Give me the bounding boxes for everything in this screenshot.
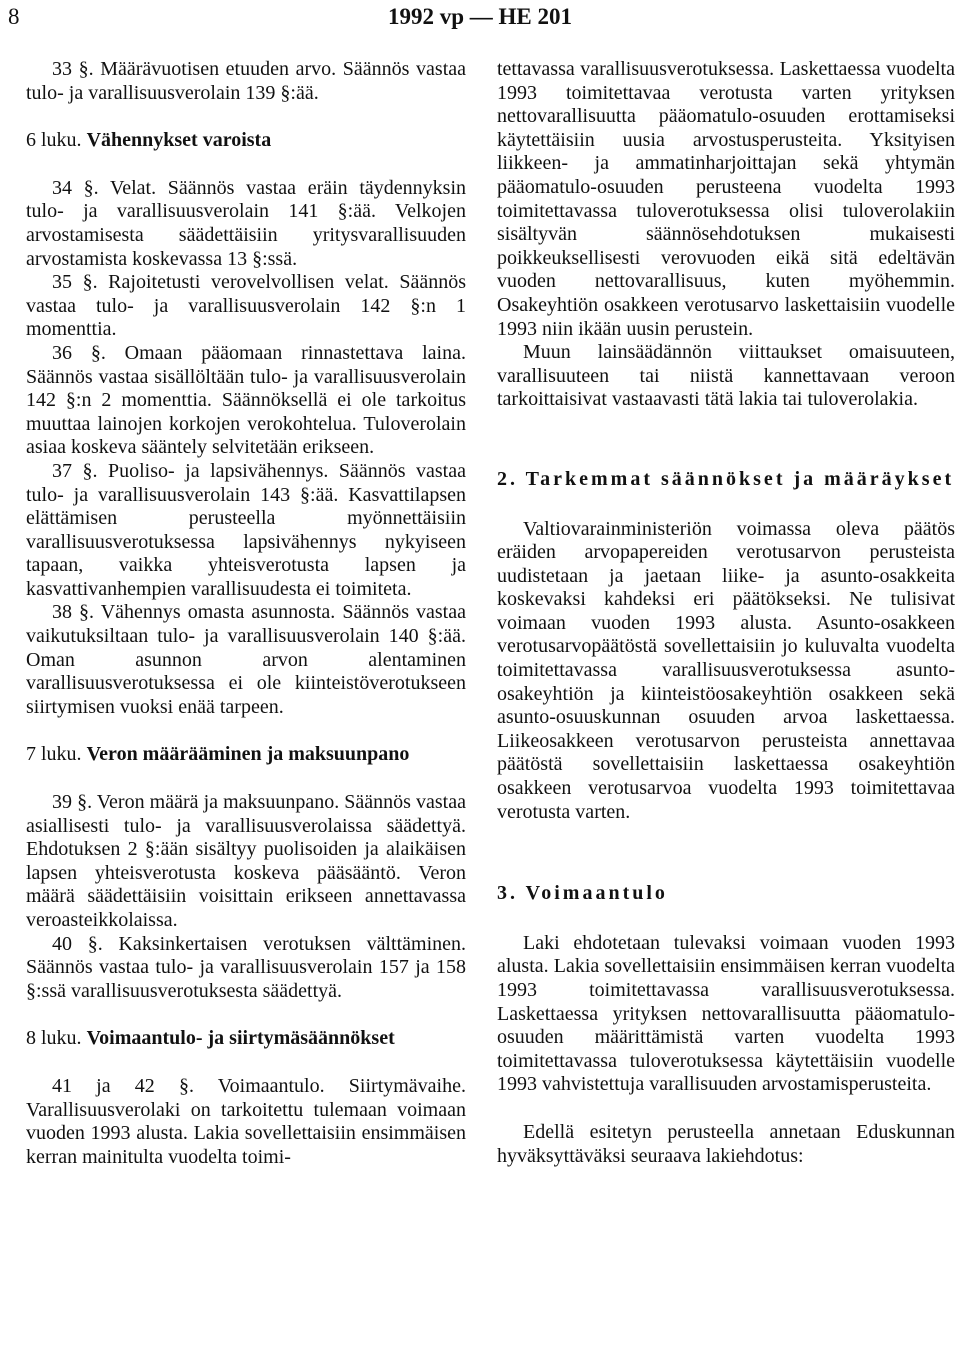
chapter-8-heading	[26, 1027, 466, 1051]
paragraph-41-42: 41 ja 42 §. Voimaantulo. Siirtymävaihe. Varallisuusverolaki on tarkoitettu tulemaan voimaan vuoden 1993 alusta. Lakia sovellettaisiin ensimmäisen kerran mainitulta vuodelta toimi-	[26, 1074, 466, 1168]
chapter-8-number: 8 luku.	[26, 1027, 82, 1050]
paragraph-38: 38 §. Vähennys omasta asunnosta. Säännös vastaa vaikutuksiltaan tulo- ja varallisuusverolain 140 §:ää. Oman asunnon arvon alentaminen varallisuusverotuksessa ei ole kiinteistöverotukseen siirtymisen vuoksi enää tarpeen.	[26, 601, 466, 718]
chapter-7-number: 7 luku.	[26, 743, 82, 766]
paragraph-39: 39 §. Veron määrä ja maksuunpano. Säännös vastaa asiallisesti tulo- ja varallisuusverolaissa säädettyä. Ehdotuksen 2 §:ään sisältyy puolisoiden ja alaikäisen lapsen yhteisverotusta koskeva pääsääntö. Veron määrä säädettäisiin voisittain erikseen annettavassa veroasteikkolaissa.	[26, 791, 466, 931]
paragraph-closing: Edellä esitetyn perusteella annetaan Eduskunnan hyväksyttäväksi seuraava lakiehdotus:	[497, 1120, 955, 1167]
chapter-6-number: 6 luku.	[26, 129, 82, 152]
paragraph-33: 33 §. Määrävuotisen etuuden arvo. Säännös vastaa tulo- ja varallisuusverolain 139 §:ää.	[26, 58, 466, 104]
right-column	[497, 58, 955, 1168]
left-column	[26, 58, 466, 1169]
chapter-6-title: Vähennykset varoista	[86, 129, 272, 152]
chapter-7-title: Veron määrääminen ja maksuunpano	[86, 743, 410, 766]
page-number: 8	[8, 4, 20, 29]
running-title: 1992 vp — HE 201	[387, 4, 573, 29]
paragraph-section-2: Valtiovarainministeriön voimassa oleva päätös eräiden arvopapereiden verotusarvon perusteista uudistetaan ja jaetaan liike- ja asunto-osakkeita koskevaksi kahdeksi eri päätökseksi. Ne tulisivat voimaan vuoden 1993 alusta. Asunto-osakkeen verotusarvopäätöstä sovellettaisiin jo kuluvalta vuodelta toimitettavassa varallisuusverotuksessa asunto-osakeyhtiön ja kiinteistöosakeyhtiön osakkeen sekä asunto-osuuskunnan osuuden arvoa laskettaessa. Liikeosakkeen verotusarvon perusteista annettavaa päätöstä sovellettaisiin laskettaessa osakeyhtiön osakkeen verotusarvoa vuodelta 1993 toimitettavaa verotusta varten.	[497, 517, 955, 823]
chapter-7-heading	[26, 743, 466, 767]
paragraph-37: 37 §. Puoliso- ja lapsivähennys. Säännös vastaa tulo- ja varallisuusverolain 143 §:ää. Kasvattilapsen elättämisen perusteella myönnettäisiin varallisuusverotuksessa lapsivähennys nykyiseen tapaan, vaikka yhteisverotusta lapsen ja kasvattivanhempien varallisuudesta ei toimiteta.	[26, 459, 466, 600]
paragraph-35: 35 §. Rajoitetusti verovelvollisen velat. Säännös vastaa tulo- ja varallisuusverolain 142 §:n 1 momenttia.	[26, 271, 466, 341]
paragraph-34: 34 §. Velat. Säännös vastaa eräin täydennyksin tulo- ja varallisuusverolain 141 §:ää. Velkojen arvostamisesta säädettäisiin yritysvarallisuuden arvostamista koskevassa 13 §:ssä.	[26, 176, 466, 270]
paragraph-references: Muun lainsäädännön viittaukset omaisuuteen, varallisuuteen tai niistä kannettavaan veroon tarkoittaisivat vastaavasti tätä lakia tai tuloverolakia.	[497, 341, 955, 411]
section-3-heading: 3. Voimaantulo	[497, 882, 668, 905]
chapter-6-heading	[26, 129, 466, 153]
chapter-8-title: Voimaantulo- ja siirtymäsäännökset	[86, 1027, 395, 1050]
section-2-heading: 2. Tarkemmat säännökset ja määräykset	[497, 467, 955, 490]
paragraph-40: 40 §. Kaksinkertaisen verotuksen välttäminen. Säännös vastaa tulo- ja varallisuusverolain 157 ja 158 §:ssä varallisuusverotuksesta säädettyä.	[26, 932, 466, 1002]
paragraph-36: 36 §. Omaan pääomaan rinnastettava laina. Säännös vastaa sisällöltään tulo- ja varallisuusverolain 142 §:n 2 momenttia. Säännöksellä ei ole tarkoitus muuttaa lainojen korkojen verokohtelua. Tuloverolain asiaa koskeva sääntely selvitetään erikseen.	[26, 341, 466, 459]
paragraph-continued: tettavassa varallisuusverotuksessa. Laskettaessa vuodelta 1993 toimitettavaa verotusta varten yrityksen nettovarallisuutta pääomatulo-osuuden erottamiseksi käytettäisiin uusia arvostusperusteita. Yksityisen liikkeen- ja ammatinharjoittajan sekä yhtymän pääomatulo-osuuden perusteena vuodelta 1993 toimitettavassa tuloverotuksessa olisi tuloverolakiin sisältyvän säännösehdotuksen mukaisesti poikkeuksellisesti verovuoden eikä sitä edeltävän vuoden nettovarallisuus, kuten myöhemmin. Osakeyhtiön osakkeen verotusarvo laskettaisiin vuodelle 1993 niin ikään uusin perustein.	[497, 58, 955, 340]
page-header	[0, 0, 960, 40]
paragraph-section-3: Laki ehdotetaan tulevaksi voimaan vuoden 1993 alusta. Lakia sovellettaisiin ensimmäisen kerran vuodelta 1993 toimitettavassa varallisuusverotuksessa. Laskettaessa yrityksen nettovarallisuutta pääomatulo-osuuden määrittämistä varten vuodelta 1993 toimitettavassa tuloverotuksessa käytettäisiin vuodelle 1993 vahvistettuja varallisuuden arvostamisperusteita.	[497, 931, 955, 1096]
